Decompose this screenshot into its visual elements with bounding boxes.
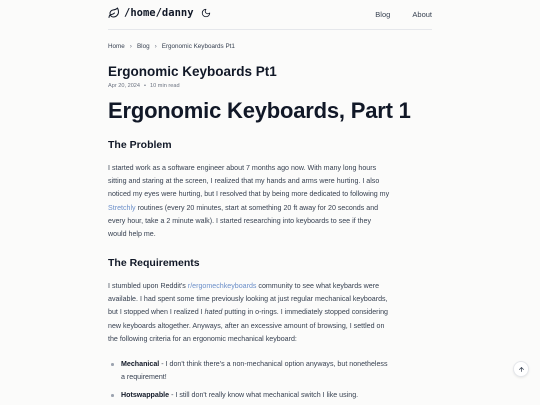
text-line: the following criteria for an ergonomic mechanical keyboard:: [108, 334, 297, 343]
meta-separator: •: [144, 83, 147, 89]
text-line: noticed my eyes were hurting, but I resolved that by being more dedicated to following my: [108, 190, 390, 199]
site-title[interactable]: /home/danny: [124, 7, 194, 19]
subreddit-link[interactable]: r/ergomechkeyboards: [187, 282, 257, 290]
list-item-label: Hotswappable: [121, 391, 170, 399]
text-line: I started work as a software engineer about 7 months ago now. With many long hours: [108, 164, 377, 172]
text-fragment: putting in o-rings. I immediately stopped considering: [222, 308, 388, 317]
text-fragment: but I stopped when I realized I: [108, 308, 205, 317]
leaf-icon: [108, 7, 120, 19]
text-line: new keyboards altogether. Anyways, after an excessive amount of browsing, I settled on: [108, 321, 385, 330]
moon-icon[interactable]: [201, 8, 211, 18]
text-line: every hour, take a 2 minute walk). I started researching into keyboards to see if they: [108, 216, 371, 225]
bullet-icon: [111, 394, 114, 397]
text-line: available. I had spent some time previously looking at just regular mechanical keyboards,: [108, 295, 388, 304]
stretchly-link[interactable]: Stretchly: [108, 203, 136, 212]
section-heading-requirements: The Requirements: [108, 257, 200, 269]
breadcrumb-home[interactable]: Home: [108, 43, 125, 50]
text-fragment: - I don't think there's a non-mechanical option anyways, but nonetheless: [159, 360, 388, 368]
text-fragment: routines (every 20 minutes, start at something 20 ft away for 20 seconds and: [135, 203, 379, 212]
paragraph-requirements: [108, 280, 432, 346]
text-line: [108, 280, 432, 293]
breadcrumb-blog[interactable]: Blog: [136, 43, 150, 50]
breadcrumb-current: Ergonomic Keyboards Pt1: [161, 43, 235, 50]
text-line: [108, 306, 432, 319]
main-nav: [355, 10, 432, 19]
text-line: a requirement!: [121, 373, 167, 382]
text-fragment: I stumbled upon Reddit's: [108, 282, 188, 290]
text-fragment: - I still don't really know what mechanical switch I like using.: [169, 391, 359, 399]
text-line: [121, 389, 432, 402]
post-title: Ergonomic Keyboards Pt1: [108, 64, 277, 79]
read-time: 10 min read: [150, 83, 180, 89]
list-item: [108, 358, 432, 384]
arrow-up-icon: [518, 366, 525, 373]
post-meta: [108, 83, 180, 89]
site-brand[interactable]: [108, 7, 211, 19]
breadcrumb: [108, 43, 235, 50]
section-heading-problem: The Problem: [108, 139, 172, 151]
list-item: [108, 389, 432, 402]
site-header: [108, 0, 432, 30]
emphasis-hated: hated: [204, 308, 223, 317]
text-line: would help me.: [108, 230, 156, 239]
bullet-icon: [111, 363, 114, 366]
nav-blog[interactable]: Blog: [375, 10, 391, 19]
post-date: Apr 20, 2024: [108, 83, 141, 89]
text-line: sitting and staring at the screen, I realized that my hands and arms were hurting. I also: [108, 177, 380, 186]
scroll-to-top-button[interactable]: [513, 361, 529, 377]
text-fragment: community to see what keybards were: [256, 282, 380, 290]
paragraph-problem: [108, 162, 432, 241]
text-line: [121, 358, 432, 371]
chevron-right-icon: ›: [154, 43, 157, 50]
nav-about[interactable]: About: [412, 10, 432, 19]
article-heading: Ergonomic Keyboards, Part 1: [108, 98, 411, 123]
text-line: [108, 202, 432, 215]
list-item-label: Mechanical: [121, 360, 160, 368]
chevron-right-icon: ›: [129, 43, 132, 50]
